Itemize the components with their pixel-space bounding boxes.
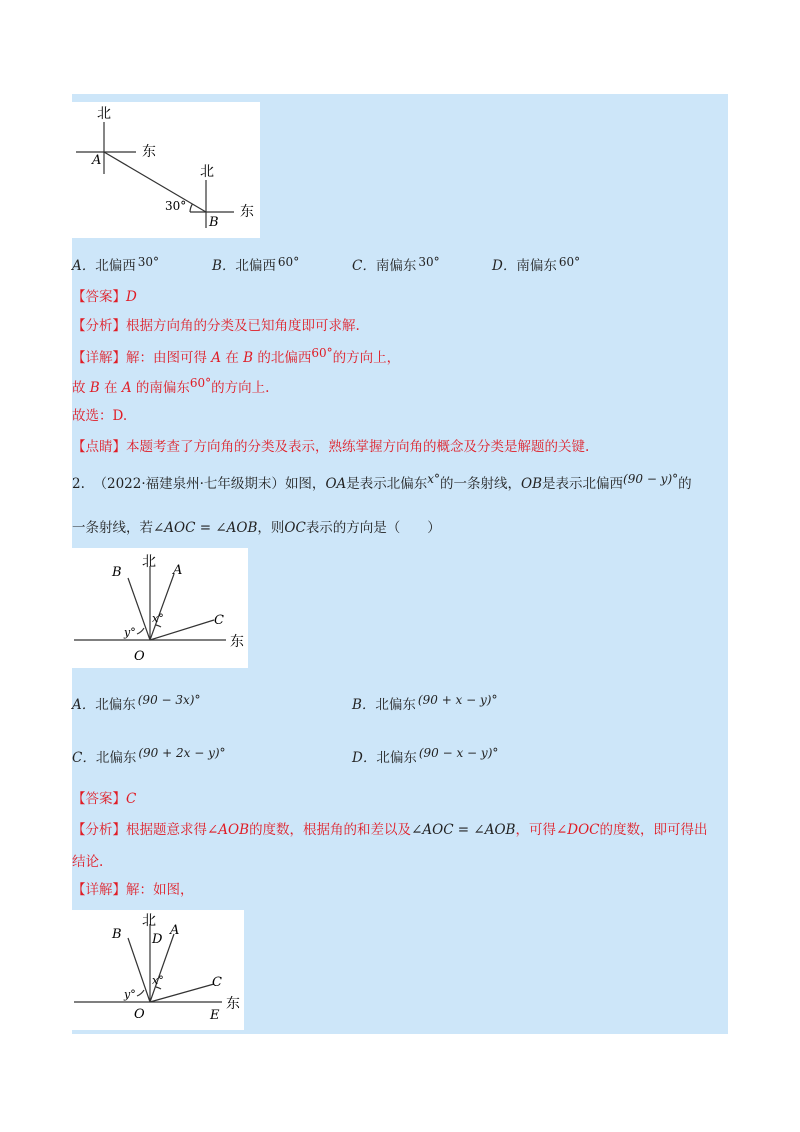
segment-ab xyxy=(104,152,206,212)
point-o-label: O xyxy=(134,649,145,664)
q2-answer: 【答案】C xyxy=(72,791,137,807)
point-a-label: A xyxy=(92,153,102,168)
q2-analysis-line-1: 【分析】根据题意求得∠AOB的度数，根据角的和差以及∠AOC = ∠AOB，可得∠DOC的度数，即可得出 xyxy=(72,822,708,838)
north-label: 北 xyxy=(142,554,156,570)
figure-3-rays-diagram-with-d-e xyxy=(72,910,244,1030)
point-b-label: B xyxy=(112,565,122,580)
north-label: 北 xyxy=(142,913,156,929)
point-d-label: D xyxy=(152,932,163,947)
angle-label: 30° xyxy=(165,199,187,213)
point-e-label: E xyxy=(210,1008,220,1023)
point-b-label: B xyxy=(112,927,122,942)
q1-detail-line-2: 故 B 在 A 的南偏东$^{60^\circ}$的方向上. xyxy=(72,376,270,396)
arc-x xyxy=(156,625,161,627)
north-label-b: 北 xyxy=(200,164,214,180)
arc-y xyxy=(137,990,144,996)
q1-choose: 故选：D. xyxy=(72,408,128,424)
point-a-label: A xyxy=(170,923,180,938)
north-label-a: 北 xyxy=(97,106,111,122)
east-label: 东 xyxy=(230,634,244,650)
q1-detail-line-1: 【详解】解：由图可得 A 在 B 的北偏西$^{60^\circ}$的方向上， xyxy=(72,346,401,366)
q1-comment: 【点睛】本题考查了方向角的分类及表示，熟练掌握方向角的概念及分类是解题的关键. xyxy=(72,439,590,455)
q2-detail: 【详解】解：如图， xyxy=(72,882,194,898)
east-label: 东 xyxy=(226,996,240,1012)
q2-stem-line-1: 2. （2022·福建泉州·七年级期末）如图，OA是表示北偏东$^{x^\circ}$的一条射线，OB是表示北偏西$^{(90 - y)^\circ}$的 xyxy=(72,472,692,492)
angle-x-label: x° xyxy=(152,612,164,625)
point-a-label: A xyxy=(173,563,183,578)
q1-answer: 【答案】D xyxy=(72,289,137,305)
arc-y xyxy=(137,628,144,634)
q1-option-d: D．南偏东 $^{60^\circ}$ xyxy=(492,255,581,274)
angle-y-label: y° xyxy=(124,626,136,639)
q1-analysis: 【分析】根据方向角的分类及已知角度即可求解. xyxy=(72,318,360,334)
figure-1-direction-diagram xyxy=(72,102,260,238)
angle-x-label: x° xyxy=(152,974,164,987)
east-label-b: 东 xyxy=(240,204,254,220)
q2-analysis-line-2: 结论. xyxy=(72,854,104,870)
arc-x xyxy=(156,987,161,989)
q1-option-b: B．北偏西 $^{60^\circ}$ xyxy=(212,255,300,274)
q2-option-a: A．北偏东 $^{(90 - 3x)^\circ}$ xyxy=(72,693,201,713)
q2-stem-line-2: 一条射线，若∠AOC = ∠AOB，则OC表示的方向是（ ） xyxy=(72,520,441,536)
angle-arc xyxy=(190,204,192,212)
east-label-a: 东 xyxy=(142,144,156,160)
point-c-label: C xyxy=(212,975,222,990)
q2-option-c: C．北偏东 $^{(90 + 2x - y)^\circ}$ xyxy=(72,746,226,766)
ray-oa xyxy=(150,574,174,640)
q2-option-d: D．北偏东 $^{(90 - x - y)^\circ}$ xyxy=(352,746,499,766)
point-o-label: O xyxy=(134,1007,145,1022)
point-c-label: C xyxy=(214,613,224,628)
q2-option-b: B．北偏东 $^{(90 + x - y)^\circ}$ xyxy=(352,693,498,713)
q1-option-a: A．北偏西 $^{30^\circ}$ xyxy=(72,255,160,274)
point-b-label: B xyxy=(209,215,219,230)
q1-option-c: C．南偏东 $^{30^\circ}$ xyxy=(352,255,440,274)
figure-2-rays-diagram xyxy=(72,548,248,668)
angle-y-label: y° xyxy=(124,988,136,1001)
